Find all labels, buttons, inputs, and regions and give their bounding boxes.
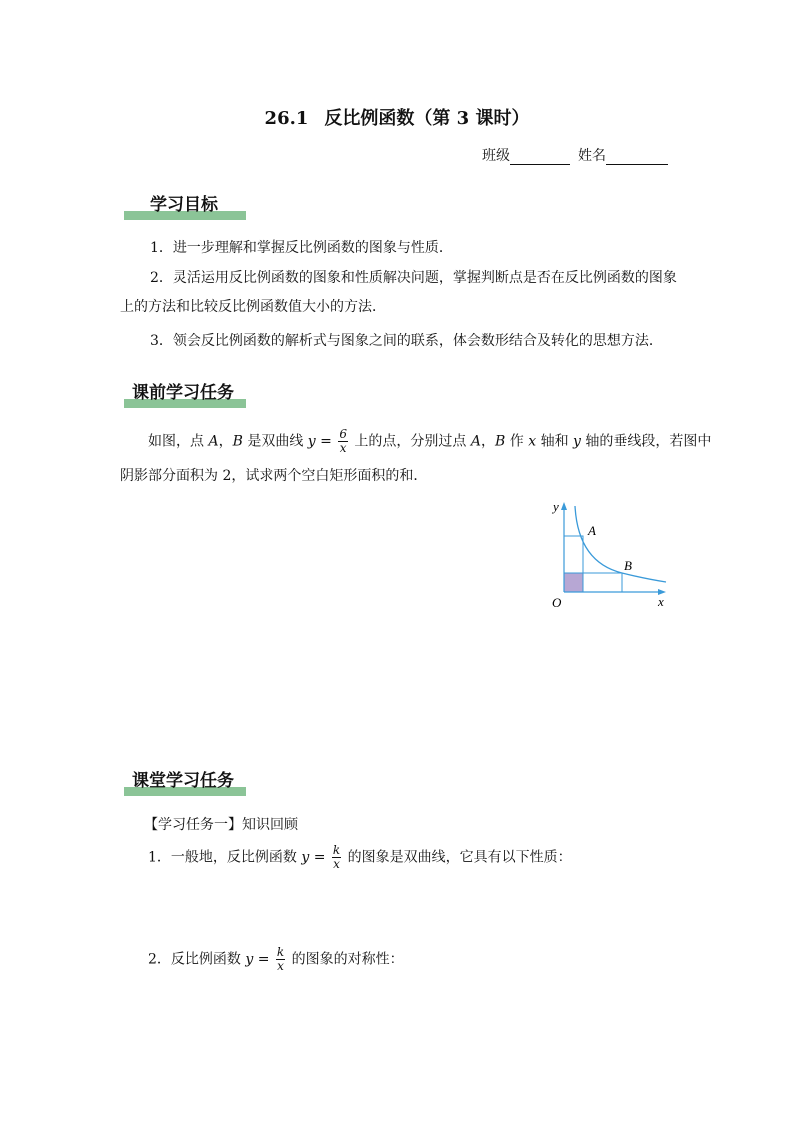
class-label: 班级 (482, 148, 510, 164)
point-b: B (232, 433, 243, 450)
point-a-label: A (588, 523, 596, 538)
objective-3: 3．领会反比例函数的解析式与图象之间的联系，体会数形结合及转化的思想方法． (150, 333, 663, 349)
shaded-rectangle (564, 573, 583, 592)
objective-2-line1: 2．灵活运用反比例函数的图象和性质解决问题，掌握判断点是否在反比例函数的图象 (150, 270, 677, 286)
objective-1: 1．进一步理解和掌握反比例函数的图象与性质． (150, 240, 453, 256)
preclass-paragraph-line2: 阴影部分面积为 2，试求两个空白矩形面积的和． (120, 468, 428, 484)
x-axis-label: x (658, 594, 664, 609)
preclass-paragraph-line1: 如图，点 A，B 是双曲线 y = $\frac{6}{x}$ 上的点，分别过点 A，B 作 x 轴和 y 轴的垂线段，若图中 (148, 427, 712, 455)
page-title (0, 104, 794, 130)
question-1: 1．一般地，反比例函数 y = $\frac{k}{x}$ 的图象是双曲线，它具有以下性质： (148, 843, 572, 871)
class-name-line (482, 145, 668, 165)
task1-title: 【学习任务一】知识回顾 (144, 817, 298, 833)
y-axis-arrow-icon (561, 502, 567, 510)
point-a: A (208, 433, 219, 450)
fraction-k-over-x: $\frac{k}{x}$ (276, 945, 285, 973)
section-preclass-label: 课前学习任务 (132, 383, 234, 403)
fraction-6-over-x: $\frac{6}{x}$ (339, 427, 347, 455)
name-blank[interactable] (606, 149, 668, 165)
section-inclass (124, 766, 246, 796)
hyperbola-curve (575, 506, 666, 582)
hyperbola-figure (546, 494, 676, 612)
question-2: 2．反比例函数 y = $\frac{k}{x}$ 的图象的对称性： (148, 945, 404, 973)
class-blank[interactable] (510, 149, 570, 165)
section-inclass-label: 课堂学习任务 (132, 771, 234, 791)
origin-label: O (552, 595, 562, 610)
fraction-k-over-x: $\frac{k}{x}$ (332, 843, 341, 871)
point-b-label: B (624, 558, 632, 573)
name-label: 姓名 (578, 148, 606, 164)
section-preclass (124, 378, 246, 408)
section-objectives-label: 学习目标 (150, 195, 218, 215)
title-text: 反比例函数（第 3 课时） (324, 108, 530, 129)
title-number: 26.1 (264, 108, 309, 129)
objective-2-line2: 上的方法和比较反比例函数值大小的方法． (120, 299, 386, 315)
y-axis-label: y (553, 499, 559, 514)
section-objectives (124, 190, 246, 220)
